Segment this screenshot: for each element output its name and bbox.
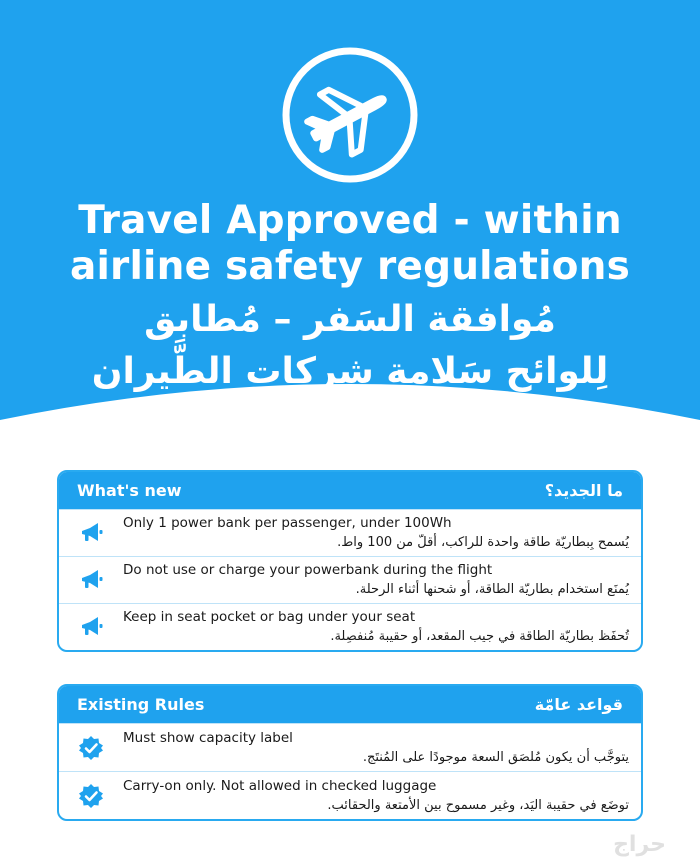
megaphone-icon: [59, 614, 123, 640]
watermark: حراج: [613, 832, 666, 857]
whats-new-header: [59, 472, 641, 509]
existing-rules-title-en: Existing Rules: [77, 695, 205, 714]
item-text-en: Keep in seat pocket or bag under your seat: [123, 609, 416, 625]
existing-rules-header: [59, 686, 641, 723]
item-text-ar: تُحفَظ بطاريّة الطاقة في جيب المقعد، أو حقيبة مُنفصِلة.: [330, 629, 629, 644]
item-text-en: Only 1 power bank per passenger, under 100Wh: [123, 515, 452, 531]
hero-title-ar-line1: مُوافقة السَفر – مُطابق: [144, 299, 556, 340]
list-item: [59, 603, 641, 650]
existing-rules-card: [57, 684, 643, 821]
item-text-en: Do not use or charge your powerbank during the flight: [123, 562, 493, 578]
hero-title-en-line1: Travel Approved - within: [78, 198, 622, 243]
list-item: [59, 723, 641, 771]
list-item: [59, 509, 641, 556]
item-text-ar: توضَع في حقيبة اليَد، وغير مسموح بين الأمتعة والحقائب.: [327, 797, 629, 813]
item-text-ar: يُسمح بِبطاريّة طاقة واحدة للراكب، أقلّ من 100 واط.: [337, 535, 629, 550]
megaphone-icon: [59, 567, 123, 593]
check-badge-icon: [59, 783, 123, 809]
list-item: [59, 556, 641, 603]
airplane-icon: [280, 45, 420, 185]
item-text-en: Carry-on only. Not allowed in checked luggage: [123, 777, 437, 794]
check-badge-icon: [59, 735, 123, 761]
item-text-ar: يُمنَع استخدام بطاريّة الطاقة، أو شحنها أثناء الرحلة.: [355, 582, 629, 597]
whats-new-title-ar: ما الجديد؟: [544, 481, 623, 500]
whats-new-card: [57, 470, 643, 652]
hero-title-en-line2: airline safety regulations: [69, 244, 631, 289]
item-text-en: Must show capacity label: [123, 729, 293, 746]
existing-rules-title-ar: قواعد عامّة: [534, 695, 623, 714]
list-item: [59, 771, 641, 819]
hero-title-ar-line2: لِلوائح سَلامة شركات الطَّيران: [91, 351, 609, 392]
whats-new-title-en: What's new: [77, 481, 182, 500]
item-text-ar: يتوجَّب أن يكون مُلصَق السعة موجودًا على المُنتَج.: [362, 749, 629, 765]
megaphone-icon: [59, 520, 123, 546]
